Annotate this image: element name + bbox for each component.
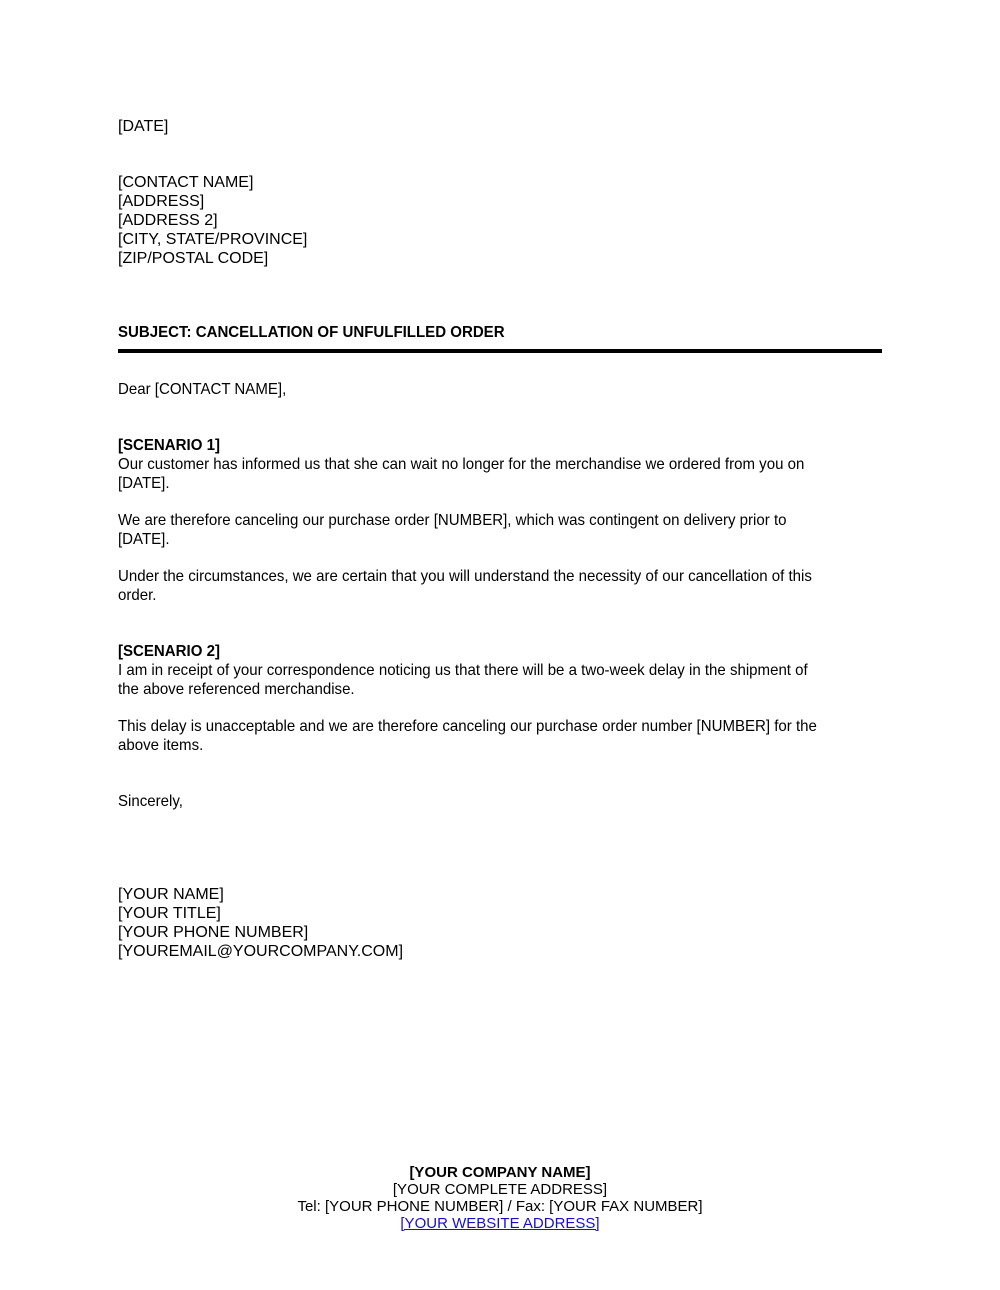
scenario-1-paragraph-1-line-1: Our customer has informed us that she can wait no longer for the merchandise we ordered from you on <box>118 456 805 473</box>
closing: Sincerely, <box>118 793 183 810</box>
scenario-2-paragraph-1-line-2: the above referenced merchandise. <box>118 681 355 698</box>
scenario-1-paragraph-1-line-2: [DATE]. <box>118 475 170 492</box>
scenario-1-heading: [SCENARIO 1] <box>118 437 220 454</box>
recipient-zip: [ZIP/POSTAL CODE] <box>118 250 269 267</box>
scenario-2-paragraph-2-line-1: This delay is unacceptable and we are therefore canceling our purchase order number [NUMBER] for the <box>118 718 817 735</box>
footer-website-row <box>0 1215 1000 1232</box>
footer-address: [YOUR COMPLETE ADDRESS] <box>392 1181 608 1198</box>
scenario-2-paragraph-2-line-2: above items. <box>118 737 204 754</box>
website-link[interactable]: [YOUR WEBSITE ADDRESS] <box>400 1215 600 1232</box>
scenario-1-paragraph-3-line-1: Under the circumstances, we are certain that you will understand the necessity of our cancellation of this <box>118 568 812 585</box>
scenario-1-paragraph-2-line-2: [DATE]. <box>118 531 170 548</box>
salutation: Dear [CONTACT NAME], <box>118 381 287 398</box>
footer-company-name: [YOUR COMPANY NAME] <box>409 1164 591 1181</box>
subject-line: SUBJECT: CANCELLATION OF UNFULFILLED ORDER <box>118 324 505 341</box>
signature-email: [YOUREMAIL@YOURCOMPANY.COM] <box>118 943 404 960</box>
footer-contact: Tel: [YOUR PHONE NUMBER] / Fax: [YOUR FAX NUMBER] <box>297 1198 703 1215</box>
scenario-1-paragraph-3-line-2: order. <box>118 587 157 604</box>
recipient-address-2: [ADDRESS 2] <box>118 212 218 229</box>
recipient-address: [ADDRESS] <box>118 193 205 210</box>
signature-name: [YOUR NAME] <box>118 886 224 903</box>
scenario-1-paragraph-2-line-1: We are therefore canceling our purchase order [NUMBER], which was contingent on delivery prior to <box>118 512 787 529</box>
scenario-2-paragraph-1-line-1: I am in receipt of your correspondence noticing us that there will be a two-week delay in the shipment of <box>118 662 808 679</box>
scenario-2-heading: [SCENARIO 2] <box>118 643 220 660</box>
signature-title: [YOUR TITLE] <box>118 905 221 922</box>
subject-divider <box>118 349 882 353</box>
signature-phone: [YOUR PHONE NUMBER] <box>118 924 309 941</box>
recipient-city-state: [CITY, STATE/PROVINCE] <box>118 231 308 248</box>
date-line: [DATE] <box>118 118 169 135</box>
recipient-contact-name: [CONTACT NAME] <box>118 174 254 191</box>
